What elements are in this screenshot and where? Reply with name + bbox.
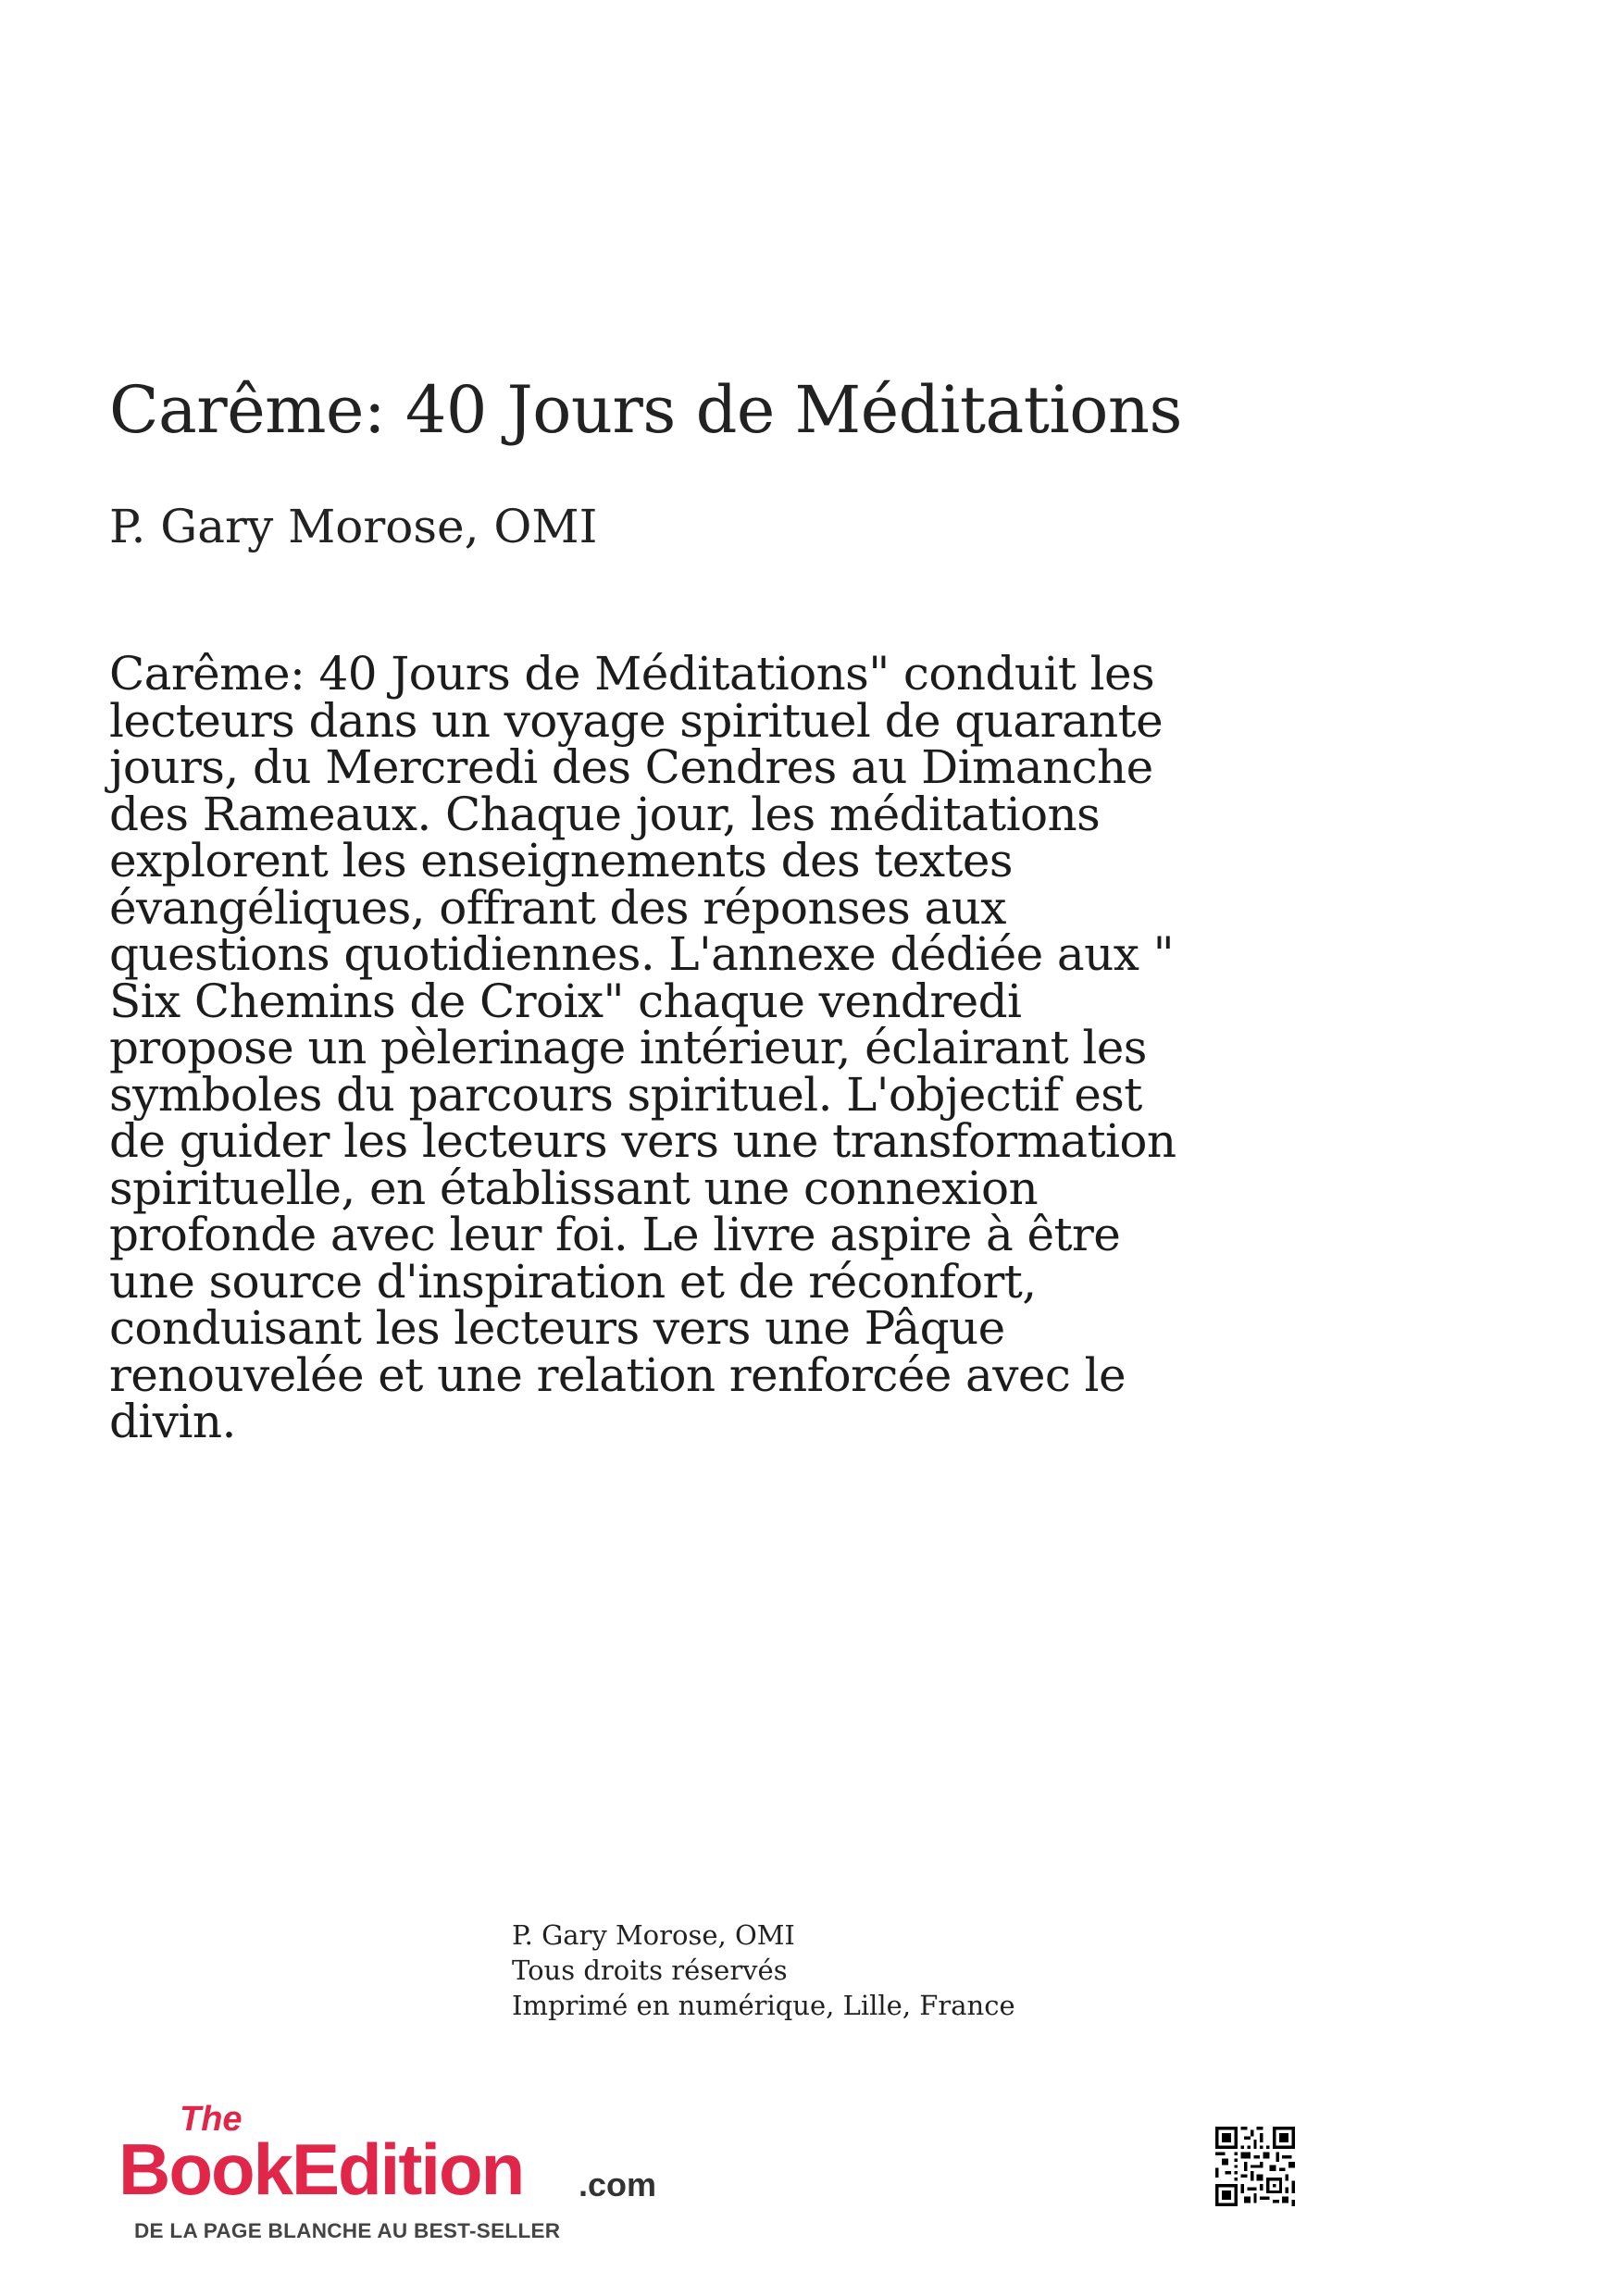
summary-line: renouvelée et une relation renforcée avec le (109, 1347, 1126, 1402)
summary-line: propose un pèlerinage intérieur, éclairant les (109, 1021, 1147, 1074)
imprint-printed: Imprimé en numérique, Lille, France (512, 1990, 1015, 2021)
summary-line: évangéliques, offrant des réponses aux (109, 880, 1006, 935)
summary-line: des Rameaux. Chaque jour, les méditations (109, 787, 1101, 841)
imprint-rights: Tous droits réservés (512, 1955, 788, 1986)
summary-line: jours, du Mercredi des Cendres au Dimanche (109, 740, 1153, 794)
summary-line: divin. (109, 1395, 236, 1448)
summary-line: Six Chemins de Croix" chaque vendredi (109, 974, 1022, 1028)
summary-line: spirituelle, en établissant une connexion (109, 1160, 1039, 1215)
imprint-author: P. Gary Morose, OMI (512, 1919, 795, 1951)
book-summary (109, 647, 1220, 1448)
book-title: Carême: 40 Jours de Méditations (109, 372, 1182, 448)
summary-line: Carême: 40 Jours de Méditations" conduit les (109, 647, 1155, 701)
logo-tagline: DE LA PAGE BLANCHE AU BEST-SELLER (134, 2219, 561, 2242)
summary-line: lecteurs dans un voyage spirituel de quarante (109, 693, 1164, 748)
logo-domain: .com (579, 2166, 657, 2203)
summary-line: profonde avec leur foi. Le livre aspire à être (109, 1208, 1121, 1261)
qr-code-icon (1215, 2127, 1295, 2206)
logo-the: The (180, 2100, 243, 2139)
summary-line: une source d'inspiration et de réconfort, (109, 1254, 1037, 1309)
imprint-block (512, 1917, 1015, 2023)
summary-line: conduisant les lecteurs vers une Pâque (109, 1301, 1005, 1355)
summary-line: explorent les enseignements des textes (109, 834, 1013, 887)
summary-line: de guider les lecteurs vers une transformation (109, 1114, 1176, 1168)
book-author: P. Gary Morose, OMI (109, 500, 598, 553)
summary-line: questions quotidiennes. L'annexe dédiée aux " (109, 927, 1175, 981)
summary-line: symboles du parcours spirituel. L'objectif est (109, 1067, 1142, 1122)
publisher-logo[interactable] (118, 2101, 665, 2258)
logo-wordmark: BookEdition (118, 2128, 524, 2210)
